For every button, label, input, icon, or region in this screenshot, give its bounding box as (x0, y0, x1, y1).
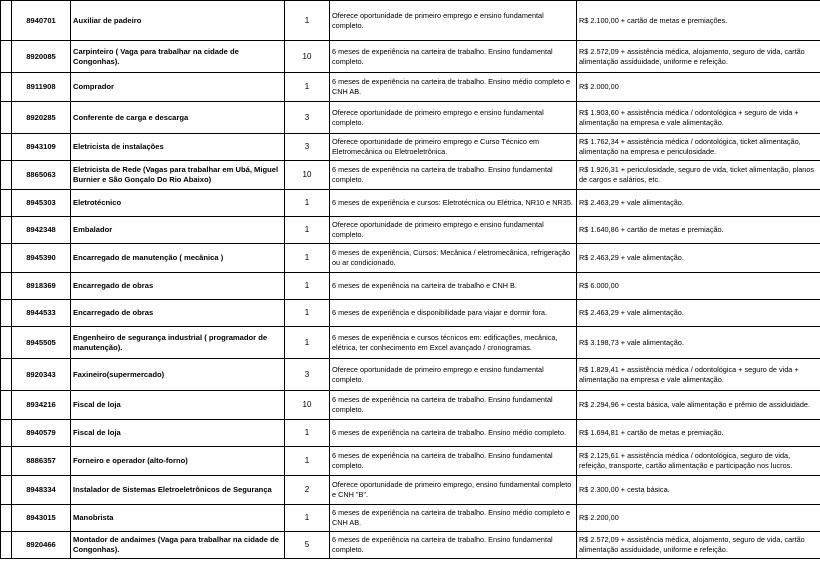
job-code-cell: 8945505 (12, 327, 71, 359)
requirements-cell: 6 meses de experiência na carteira de trabalho. Ensino médio completo. (330, 420, 577, 447)
salary-benefits-cell: R$ 6.000,00 (577, 273, 820, 300)
requirements-cell: 6 meses de experiência e cursos: Eletrotécnica ou Elétrica, NR10 e NR35. (330, 190, 577, 217)
salary-benefits-cell: R$ 1.926,31 + periculosidade, seguro de vida, ticket alimentação, planos de cargos e salários, etc. (577, 161, 820, 190)
vacancy-count-cell: 10 (285, 391, 330, 420)
job-code-cell: 8865063 (12, 161, 71, 190)
job-row (1, 217, 820, 244)
job-code-cell: 8943015 (12, 505, 71, 532)
job-title-cell: Embalador (71, 217, 285, 244)
job-row (1, 300, 820, 327)
vacancy-count-cell: 1 (285, 1, 330, 41)
salary-benefits-cell: R$ 1.694,81 + cartão de metas e premiação. (577, 420, 820, 447)
row-margin-cell (1, 244, 12, 273)
row-margin-cell (1, 327, 12, 359)
row-margin-cell (1, 391, 12, 420)
job-title-cell: Fiscal de loja (71, 391, 285, 420)
row-margin-cell (1, 73, 12, 102)
job-code-cell: 8920085 (12, 41, 71, 73)
requirements-cell: 6 meses de experiência na carteira de trabalho. Ensino médio completo e CNH AB. (330, 505, 577, 532)
job-code-cell: 8940579 (12, 420, 71, 447)
salary-benefits-cell: R$ 1.903,60 + assistência médica / odontológica + seguro de vida + alimentação na empresa e vale alimentação. (577, 102, 820, 134)
job-row (1, 134, 820, 161)
requirements-cell: 6 meses de experiência na carteira de trabalho. Ensino fundamental completo. (330, 161, 577, 190)
job-row (1, 190, 820, 217)
job-title-cell: Comprador (71, 73, 285, 102)
row-margin-cell (1, 505, 12, 532)
job-code-cell: 8948334 (12, 476, 71, 505)
vacancy-count-cell: 2 (285, 476, 330, 505)
row-margin-cell (1, 102, 12, 134)
salary-benefits-cell: R$ 2.572,09 + assistência médica, alojamento, seguro de vida, cartão alimentação assiduidade, uniforme e refeição. (577, 532, 820, 559)
requirements-cell: Oferece oportunidade de primeiro emprego, ensino fundamental completo e CNH "B". (330, 476, 577, 505)
job-code-cell: 8945303 (12, 190, 71, 217)
row-margin-cell (1, 476, 12, 505)
job-row (1, 273, 820, 300)
job-code-cell: 8886357 (12, 447, 71, 476)
job-title-cell: Encarregado de manutenção ( mecânica ) (71, 244, 285, 273)
salary-benefits-cell: R$ 1.640,86 + cartão de metas e premiação. (577, 217, 820, 244)
salary-benefits-cell: R$ 2.463,29 + vale alimentação. (577, 244, 820, 273)
vacancy-count-cell: 10 (285, 41, 330, 73)
vacancy-count-cell: 1 (285, 217, 330, 244)
job-row (1, 420, 820, 447)
job-title-cell: Auxiliar de padeiro (71, 1, 285, 41)
job-row (1, 161, 820, 190)
requirements-cell: 6 meses de experiência e disponibilidade para viajar e dormir fora. (330, 300, 577, 327)
job-code-cell: 8911908 (12, 73, 71, 102)
vacancy-count-cell: 1 (285, 244, 330, 273)
job-row (1, 391, 820, 420)
vacancy-count-cell: 1 (285, 190, 330, 217)
job-code-cell: 8945390 (12, 244, 71, 273)
salary-benefits-cell: R$ 2.200,00 (577, 505, 820, 532)
row-margin-cell (1, 41, 12, 73)
salary-benefits-cell: R$ 2.000,00 (577, 73, 820, 102)
row-margin-cell (1, 420, 12, 447)
job-title-cell: Encarregado de obras (71, 273, 285, 300)
salary-benefits-cell: R$ 2.463,29 + vale alimentação. (577, 300, 820, 327)
salary-benefits-cell: R$ 2.300,00 + cesta básica. (577, 476, 820, 505)
row-margin-cell (1, 217, 12, 244)
row-margin-cell (1, 273, 12, 300)
row-margin-cell (1, 532, 12, 559)
job-row (1, 244, 820, 273)
requirements-cell: 6 meses de experiência na carteira de trabalho e CNH B. (330, 273, 577, 300)
job-title-cell: Montador de andaimes (Vaga para trabalhar na cidade de Congonhas). (71, 532, 285, 559)
row-margin-cell (1, 447, 12, 476)
vacancy-count-cell: 1 (285, 447, 330, 476)
job-row (1, 476, 820, 505)
job-row (1, 359, 820, 391)
row-margin-cell (1, 1, 12, 41)
requirements-cell: 6 meses de experiência na carteira de trabalho. Ensino fundamental completo. (330, 447, 577, 476)
job-code-cell: 8943109 (12, 134, 71, 161)
vacancy-count-cell: 3 (285, 102, 330, 134)
job-title-cell: Carpinteiro ( Vaga para trabalhar na cidade de Congonhas). (71, 41, 285, 73)
vacancy-count-cell: 10 (285, 161, 330, 190)
salary-benefits-cell: R$ 1.762,34 + assistência médica / odontológica, ticket alimentação, alimentação na empresa e periculosidade. (577, 134, 820, 161)
job-row (1, 447, 820, 476)
job-title-cell: Eletricista de Rede (Vagas para trabalhar em Ubá, Miguel Burnier e São Gonçalo Do Rio Abaixo) (71, 161, 285, 190)
job-title-cell: Eletrotécnico (71, 190, 285, 217)
job-row (1, 102, 820, 134)
job-title-cell: Forneiro e operador (alto-forno) (71, 447, 285, 476)
row-margin-cell (1, 359, 12, 391)
row-margin-cell (1, 134, 12, 161)
job-code-cell: 8920343 (12, 359, 71, 391)
job-title-cell: Fiscal de loja (71, 420, 285, 447)
requirements-cell: Oferece oportunidade de primeiro emprego e ensino fundamental completo. (330, 359, 577, 391)
job-row (1, 327, 820, 359)
job-code-cell: 8940701 (12, 1, 71, 41)
salary-benefits-cell: R$ 2.572,09 + assistência médica, alojamento, seguro de vida, cartão alimentação assiduidade, uniforme e refeição. (577, 41, 820, 73)
job-title-cell: Conferente de carga e descarga (71, 102, 285, 134)
vacancy-count-cell: 1 (285, 73, 330, 102)
salary-benefits-cell: R$ 2.294,96 + cesta básica, vale alimentação e prêmio de assiduidade. (577, 391, 820, 420)
job-title-cell: Engenheiro de segurança industrial ( programador de manutenção). (71, 327, 285, 359)
requirements-cell: 6 meses de experiência na carteira de trabalho. Ensino fundamental completo. (330, 41, 577, 73)
requirements-cell: Oferece oportunidade de primeiro emprego e ensino fundamental completo. (330, 217, 577, 244)
vacancy-count-cell: 3 (285, 134, 330, 161)
job-row (1, 505, 820, 532)
requirements-cell: 6 meses de experiência e cursos técnicos em: edificações, mecânica, elétrica, ter conhecimento em Excel avançado / cronogramas. (330, 327, 577, 359)
job-row (1, 1, 820, 41)
job-code-cell: 8920285 (12, 102, 71, 134)
requirements-cell: Oferece oportunidade de primeiro emprego e Curso Técnico em Eletromecânica ou Eletroeletrônica. (330, 134, 577, 161)
job-title-cell: Faxineiro(supermercado) (71, 359, 285, 391)
row-margin-cell (1, 190, 12, 217)
job-title-cell: Encarregado de obras (71, 300, 285, 327)
requirements-cell: 6 meses de experiência na carteira de trabalho. Ensino médio completo e CNH AB. (330, 73, 577, 102)
requirements-cell: 6 meses de experiência na carteira de trabalho. Ensino fundamental completo. (330, 391, 577, 420)
vacancy-count-cell: 3 (285, 359, 330, 391)
vacancy-count-cell: 1 (285, 505, 330, 532)
job-title-cell: Eletricista de instalações (71, 134, 285, 161)
job-title-cell: Manobrista (71, 505, 285, 532)
job-code-cell: 8934216 (12, 391, 71, 420)
salary-benefits-cell: R$ 1.829,41 + assistência médica / odontológica + seguro de vida + alimentação na empresa e vale alimentação. (577, 359, 820, 391)
salary-benefits-cell: R$ 3.198,73 + vale alimentação. (577, 327, 820, 359)
job-title-cell: Instalador de Sistemas Eletroeletrônicos de Segurança (71, 476, 285, 505)
requirements-cell: 6 meses de experiência na carteira de trabalho. Ensino fundamental completo. (330, 532, 577, 559)
vacancy-count-cell: 5 (285, 532, 330, 559)
requirements-cell: 6 meses de experiência, Cursos: Mecânica / eletromecânica, refrigeração ou ar condicionado. (330, 244, 577, 273)
job-row (1, 532, 820, 559)
job-row (1, 73, 820, 102)
vacancy-count-cell: 1 (285, 327, 330, 359)
job-code-cell: 8920466 (12, 532, 71, 559)
vacancy-count-cell: 1 (285, 300, 330, 327)
job-code-cell: 8942348 (12, 217, 71, 244)
salary-benefits-cell: R$ 2.463,29 + vale alimentação. (577, 190, 820, 217)
job-row (1, 41, 820, 73)
job-code-cell: 8918369 (12, 273, 71, 300)
salary-benefits-cell: R$ 2.100,00 + cartão de metas e premiações. (577, 1, 820, 41)
vacancy-count-cell: 1 (285, 273, 330, 300)
requirements-cell: Oferece oportunidade de primeiro emprego e ensino fundamental completo. (330, 102, 577, 134)
job-code-cell: 8944533 (12, 300, 71, 327)
job-rows (1, 1, 820, 559)
salary-benefits-cell: R$ 2.125,61 + assistência médica / odontológica, seguro de vida, refeição, transporte, cartão alimentação e participação nos lucros. (577, 447, 820, 476)
vacancy-count-cell: 1 (285, 420, 330, 447)
row-margin-cell (1, 161, 12, 190)
row-margin-cell (1, 300, 12, 327)
requirements-cell: Oferece oportunidade de primeiro emprego e ensino fundamental completo. (330, 1, 577, 41)
